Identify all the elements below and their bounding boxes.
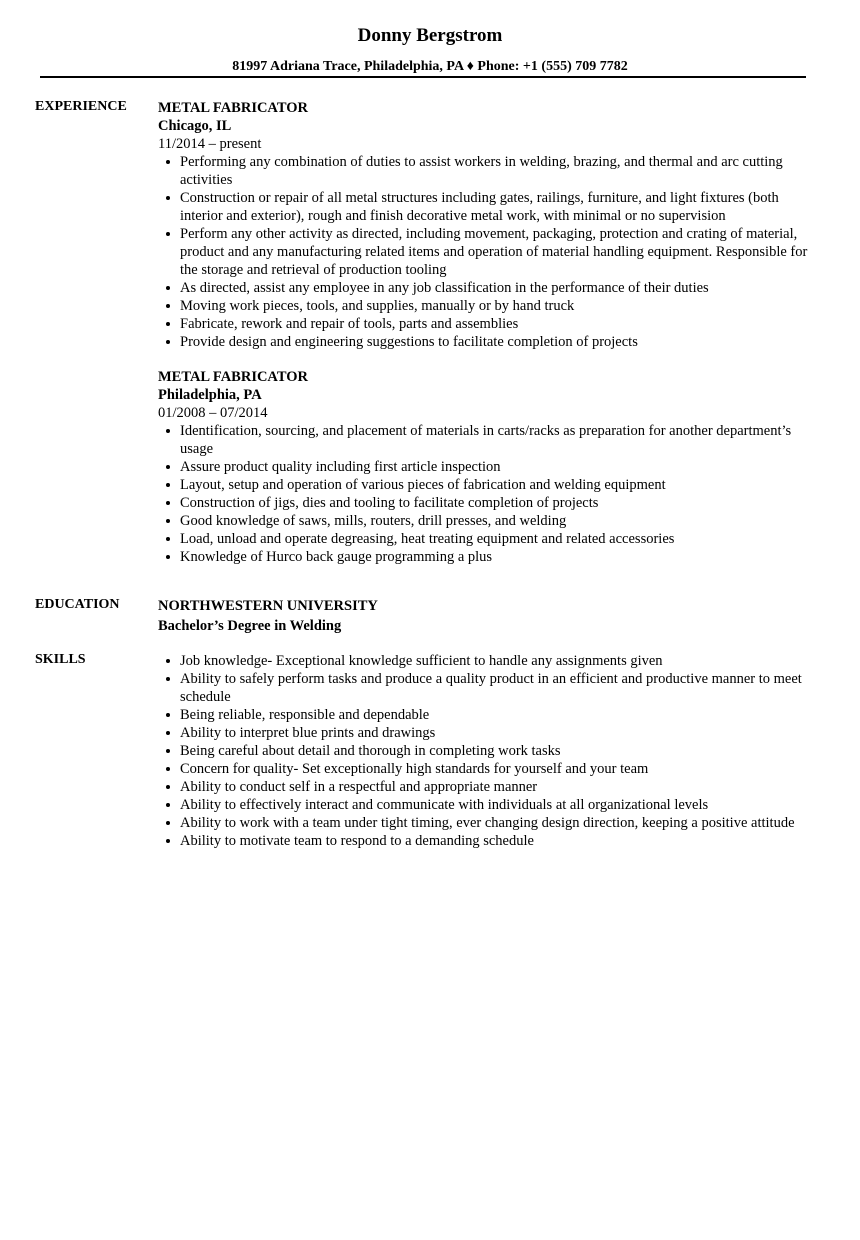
job-entry xyxy=(158,99,818,351)
job-title: METAL FABRICATOR xyxy=(158,100,308,116)
education-body xyxy=(158,597,818,635)
list-item: Load, unload and operate degreasing, heat treating equipment and related accessories xyxy=(158,530,818,548)
experience-label: EXPERIENCE xyxy=(35,99,127,114)
list-item: Construction or repair of all metal structures including gates, railings, furniture, and light fixtures (both interior and exterior), rough and finish decorative metal work, with minimal or no supervision xyxy=(158,189,818,225)
list-item: Ability to safely perform tasks and produce a quality product in an efficient and productive manner to meet schedule xyxy=(158,670,818,706)
header-divider xyxy=(40,76,806,78)
job-bullets xyxy=(158,153,818,351)
list-item: Ability to interpret blue prints and drawings xyxy=(158,724,818,742)
list-item: Ability to conduct self in a respectful and appropriate manner xyxy=(158,778,818,796)
list-item: Ability to motivate team to respond to a demanding schedule xyxy=(158,832,818,850)
job-dates: 01/2008 – 07/2014 xyxy=(158,405,268,421)
list-item: Provide design and engineering suggestions to facilitate completion of projects xyxy=(158,333,818,351)
job-dates: 11/2014 – present xyxy=(158,136,262,152)
list-item: Performing any combination of duties to assist workers in welding, brazing, and thermal and arc cutting activities xyxy=(158,153,818,189)
list-item: Perform any other activity as directed, including movement, packaging, protection and crating of material, product and any manufacturing related items and operation of material handling equipment. Responsible for the storage and retrieval of production tooling xyxy=(158,225,818,279)
skills-label: SKILLS xyxy=(35,652,86,667)
job-title: METAL FABRICATOR xyxy=(158,369,308,385)
list-item: Job knowledge- Exceptional knowledge sufficient to handle any assignments given xyxy=(158,652,818,670)
contact-line: 81997 Adriana Trace, Philadelphia, PA ♦ Phone: +1 (555) 709 7782 xyxy=(232,59,628,74)
list-item: Knowledge of Hurco back gauge programming a plus xyxy=(158,548,818,566)
school-name: NORTHWESTERN UNIVERSITY xyxy=(158,598,378,614)
list-item: Ability to work with a team under tight timing, ever changing design direction, keeping a positive attitude xyxy=(158,814,818,832)
list-item: Layout, setup and operation of various pieces of fabrication and welding equipment xyxy=(158,476,818,494)
list-item: Moving work pieces, tools, and supplies, manually or by hand truck xyxy=(158,297,818,315)
list-item: Identification, sourcing, and placement of materials in carts/racks as preparation for another department’s usage xyxy=(158,422,818,458)
skills-body xyxy=(158,652,818,850)
list-item: Construction of jigs, dies and tooling to facilitate completion of projects xyxy=(158,494,818,512)
list-item: Fabricate, rework and repair of tools, parts and assemblies xyxy=(158,315,818,333)
list-item: Ability to effectively interact and communicate with individuals at all organizational levels xyxy=(158,796,818,814)
resume-name: Donny Bergstrom xyxy=(357,25,503,46)
degree: Bachelor’s Degree in Welding xyxy=(158,618,342,634)
job-location: Philadelphia, PA xyxy=(158,387,262,403)
job-entry xyxy=(158,368,818,566)
skills-list xyxy=(158,652,818,850)
list-item: As directed, assist any employee in any job classification in the performance of their duties xyxy=(158,279,818,297)
education-label: EDUCATION xyxy=(35,597,120,612)
job-location: Chicago, IL xyxy=(158,118,232,134)
list-item: Concern for quality- Set exceptionally high standards for yourself and your team xyxy=(158,760,818,778)
list-item: Assure product quality including first article inspection xyxy=(158,458,818,476)
list-item: Being careful about detail and thorough in completing work tasks xyxy=(158,742,818,760)
list-item: Being reliable, responsible and dependable xyxy=(158,706,818,724)
experience-body xyxy=(158,99,818,566)
list-item: Good knowledge of saws, mills, routers, drill presses, and welding xyxy=(158,512,818,530)
job-bullets xyxy=(158,422,818,566)
